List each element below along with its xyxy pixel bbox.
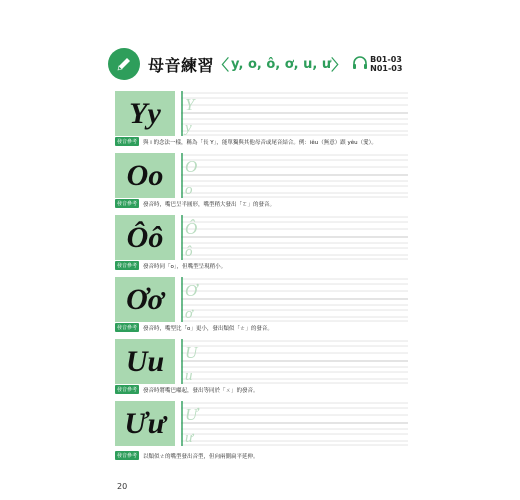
note-text: 與 i 的念法一樣，稱為「長 Y」，能單獨與其他母音或尾音結合。例：iêu（無意）跟 yêu（愛）。 xyxy=(143,139,377,146)
letter-card xyxy=(115,215,175,260)
pronunciation-note xyxy=(115,199,415,208)
letter-card xyxy=(115,153,175,198)
trace-letter-lower: o xyxy=(185,182,193,198)
pronunciation-note xyxy=(115,385,415,394)
paren-close: 〉 xyxy=(331,55,347,74)
letter-pair: Ơơ xyxy=(126,282,164,316)
letter-card xyxy=(115,91,175,136)
pronunciation-badge: 發音參考 xyxy=(117,201,138,207)
page-number: 20 xyxy=(117,482,128,491)
pronunciation-note xyxy=(115,261,415,270)
trace-letter-upper: U xyxy=(185,343,198,362)
letter-pair: Ưư xyxy=(124,406,166,440)
letter-pair: Uu xyxy=(125,344,165,378)
trace-letter-lower: ơ xyxy=(185,306,194,322)
audio-track xyxy=(352,55,402,74)
lesson-header xyxy=(108,46,402,82)
trace-letter-lower: u xyxy=(185,368,193,384)
pronunciation-note xyxy=(115,323,415,332)
headphones-icon xyxy=(352,55,368,74)
trace-letter-upper: O xyxy=(185,157,198,176)
letter-pair: Yy xyxy=(129,96,161,130)
paren-open: 〈 xyxy=(214,55,230,74)
track-code: B01-03 xyxy=(370,55,402,64)
note-text: 發音時，嘴型比「o」更小，發出類似「ㄜ」的發音。 xyxy=(143,325,273,332)
trace-letter-upper: Ư xyxy=(185,405,198,424)
letter-pair: Ôô xyxy=(126,220,164,254)
pronunciation-badge: 發音參考 xyxy=(117,139,138,145)
writing-lines xyxy=(181,277,408,322)
trace-letter-lower: ô xyxy=(185,244,193,260)
letter-card xyxy=(115,339,175,384)
pronunciation-badge: 發音參考 xyxy=(117,453,138,459)
note-text: 發音時同「o」，但嘴型呈現稍小。 xyxy=(143,263,227,270)
pencil-logo-icon xyxy=(108,48,140,80)
writing-lines xyxy=(181,153,408,198)
note-text: 發音時將嘴巴嘟起，發出等同於「ㄨ」的發音。 xyxy=(143,387,259,394)
note-text: 以類似ㄜ的嘴型發出音型，但向兩側扁平延伸。 xyxy=(143,453,259,460)
pronunciation-note xyxy=(115,451,415,460)
note-text: 發音時，嘴巴呈半圓形，嘴型稍大發出「ㄛ」的發音。 xyxy=(143,201,276,208)
letter-card xyxy=(115,277,175,322)
pronunciation-badge: 發音參考 xyxy=(117,325,138,331)
trace-letter-lower: ư xyxy=(185,430,194,446)
trace-letter-upper: Ơ xyxy=(185,281,198,300)
pronunciation-badge: 發音參考 xyxy=(117,263,138,269)
pronunciation-badge: 發音參考 xyxy=(117,387,138,393)
letter-pair: Oo xyxy=(126,158,164,192)
trace-letter-lower: y xyxy=(185,120,192,136)
track-code: N01-03 xyxy=(370,64,403,73)
pronunciation-note xyxy=(115,137,415,146)
writing-lines xyxy=(181,401,408,446)
writing-lines xyxy=(181,91,408,136)
writing-lines xyxy=(181,339,408,384)
trace-letter-upper: Ô xyxy=(185,219,198,238)
letter-card xyxy=(115,401,175,446)
lesson-title: 母音練習 xyxy=(148,55,215,75)
vowel-list: y, o, ô, ơ, u, ư xyxy=(231,56,332,72)
writing-lines xyxy=(181,215,408,260)
trace-letter-upper: Y xyxy=(185,95,195,114)
